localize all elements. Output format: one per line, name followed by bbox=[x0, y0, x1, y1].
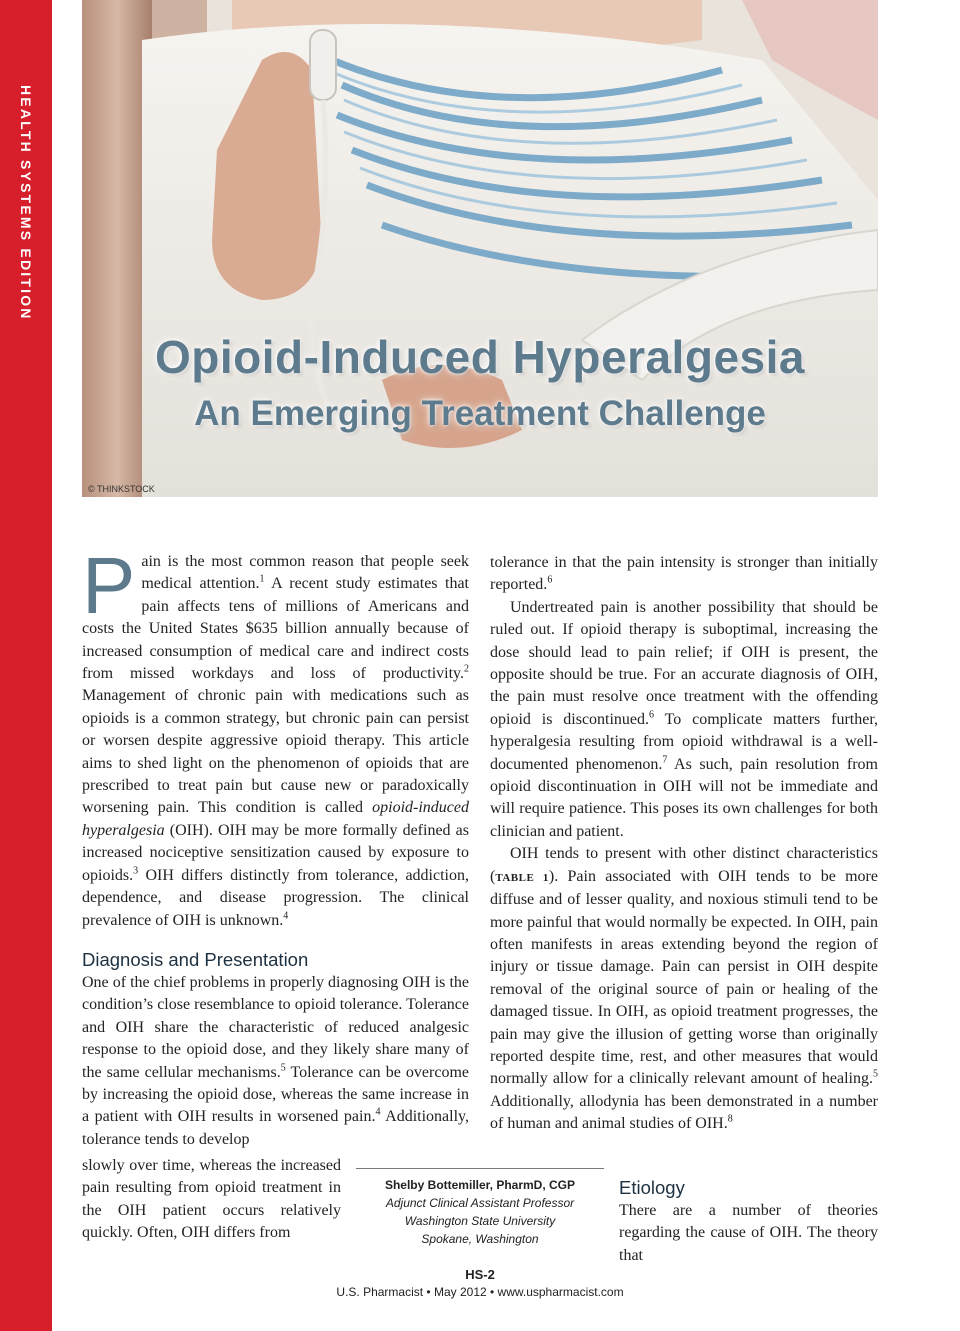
right-column bbox=[490, 552, 878, 1136]
article-title: Opioid-Induced Hyperalgesia bbox=[155, 331, 805, 383]
body-text: OIH tends to present with other distinct characteristics ( bbox=[490, 845, 878, 885]
diagnosis-continuation: slowly over time, whereas the increased pain resulting from opioid treatment in the OIH patient occurs relatively quickly. Often, OIH differs from bbox=[82, 1157, 341, 1242]
author-institution: Washington State University bbox=[404, 1214, 556, 1228]
body-text: Tolerance can be overcome by increasing the opioid dose, whereas the same increase in a patient with OIH results in worsened pain. bbox=[82, 1063, 469, 1126]
intro-text: Management of chronic pain with medications such as opioids is a common strategy, but chronic pain can persist or worsen despite aggressive opioid therapy. This article aims to shed light on the phenomenon of opioids that are prescribed to treat pain but cause new or paradoxically worsening pain. This condition is called bbox=[82, 687, 469, 817]
intro-text: (OIH). OIH may be more formally defined as increased nociceptive sensitization caused by exposure to opioids. bbox=[82, 821, 469, 884]
body-text: Undertreated pain is another possibility that should be ruled out. If opioid therapy is suboptimal, increasing the dose should lead to pain relief; if OIH is present, the opposite should be true. For an accurate diagnosis of OIH, the pain must resolve once treatment with the offending opioid is discontinued. bbox=[490, 598, 878, 728]
tolerance-paragraph bbox=[490, 552, 878, 597]
citation: 3 bbox=[133, 865, 139, 877]
intro-text: A recent study estimates that pain affects tens of millions of Americans and costs the United States $635 billion annually because of increased consumption of medical care and indirect costs from missed workdays and loss of productivity. bbox=[82, 575, 470, 683]
drop-cap: P bbox=[82, 541, 136, 630]
diagnosis-heading: Diagnosis and Presentation bbox=[82, 948, 309, 970]
intro-text: ain is the most common reason that people seek medical attention. bbox=[141, 553, 469, 593]
body-text: ). Pain associated with OIH tends to be more diffuse and of lesser quality, and noxious stimuli tend to be more painful that would normally be expected. In OIH, pain often manifests in areas extending beyond the region of injury or tissue damage. Pain can persist in OIH despite removal of the original source of pain or healing of the damaged tissue. In OIH, as opioid treatment progresses, the pain may give the illusion of getting worse than originally reported despite time, rest, and other measures that would normally allow for a clinically relevant amount of healing. bbox=[490, 867, 878, 1088]
author-box bbox=[356, 1168, 604, 1248]
body-text: Additionally, allodynia has been demonstrated in a number of human and animal studies of OIH. bbox=[490, 1092, 878, 1133]
citation: 7 bbox=[662, 754, 668, 766]
left-column-continuation bbox=[82, 1155, 341, 1245]
publication-footer: U.S. Pharmacist • May 2012 • www.uspharmacist.com bbox=[336, 1285, 624, 1299]
diagnosis-paragraph bbox=[82, 972, 469, 1151]
page-number: HS-2 bbox=[465, 1267, 495, 1282]
intro-text: OIH differs distinctly from tolerance, addiction, dependence, and disease progression. The clinical prevalence of OIH is unknown. bbox=[82, 866, 469, 929]
author-location: Spokane, Washington bbox=[421, 1232, 539, 1246]
left-column bbox=[82, 541, 470, 1151]
term-emphasis: opioid-induced hyperalgesia bbox=[82, 799, 469, 839]
photo-credit: © THINKSTOCK bbox=[88, 484, 155, 494]
citation: 6 bbox=[547, 575, 553, 587]
table-reference: TABLE 1 bbox=[495, 871, 549, 884]
body-text: One of the chief problems in properly diagnosing OIH is the condition’s close resemblance to opioid tolerance. Tolerance and OIH share the characteristic of reduced analgesic response to the opioid dose, and they likely share many of the same cellular mechanisms. bbox=[82, 973, 469, 1081]
citation: 1 bbox=[259, 574, 265, 586]
citation: 2 bbox=[464, 663, 469, 675]
citation: 5 bbox=[873, 1069, 878, 1081]
citation: 4 bbox=[375, 1107, 381, 1119]
author-name: Shelby Bottemiller, PharmD, CGP bbox=[384, 1178, 576, 1192]
author-title: Adjunct Clinical Assistant Professor bbox=[385, 1196, 575, 1210]
etiology-section bbox=[619, 1176, 878, 1267]
citation: 6 bbox=[649, 709, 655, 721]
undertreated-paragraph bbox=[490, 597, 878, 843]
etiology-paragraph: There are a number of theories regarding the cause of OIH. The theory that bbox=[619, 1202, 878, 1264]
call-button-shape bbox=[310, 30, 336, 100]
citation: 4 bbox=[283, 910, 289, 922]
body-text: Additionally, tolerance tends to develop bbox=[82, 1108, 469, 1148]
body-text: As such, pain resolution from opioid discontinuation in OIH will not be immediate and will require patience. This poses its own challenges for both clinician and patient. bbox=[490, 755, 878, 840]
body-text: To complicate matters further, hyperalgesia resulting from opioid withdrawal is a well-documented phenomenon. bbox=[490, 710, 879, 773]
body-text: tolerance in that the pain intensity is stronger than initially reported. bbox=[490, 554, 878, 594]
characteristics-paragraph bbox=[490, 843, 878, 1135]
etiology-heading: Etiology bbox=[619, 1177, 685, 1198]
hero-photo bbox=[82, 0, 878, 497]
edition-label bbox=[8, 80, 44, 325]
citation: 8 bbox=[727, 1113, 733, 1125]
article-subtitle: An Emerging Treatment Challenge bbox=[194, 394, 766, 433]
edition-label-text: HEALTH SYSTEMS EDITION bbox=[18, 84, 34, 321]
intro-paragraph bbox=[82, 541, 470, 932]
citation: 5 bbox=[280, 1062, 286, 1074]
